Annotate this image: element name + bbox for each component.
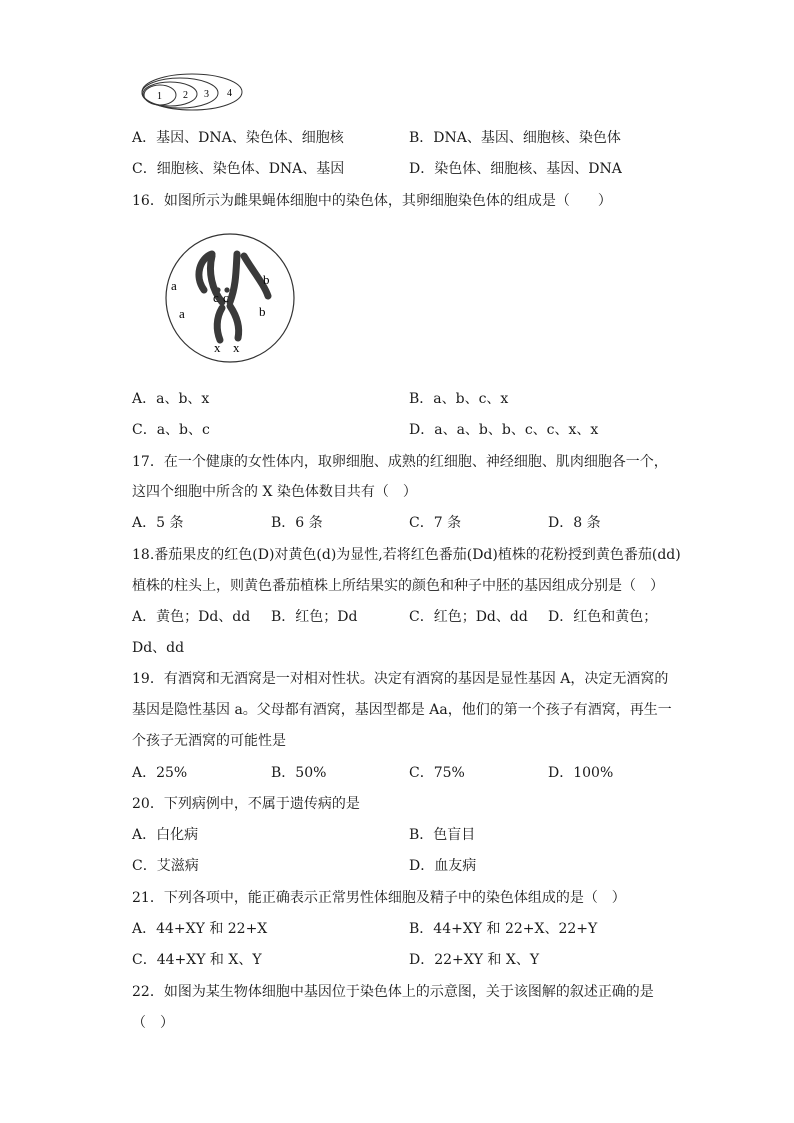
q22-stem-line2: （ ） [132,1015,174,1031]
label-x-left: x [214,340,221,355]
label-b-top: b [263,272,270,287]
q19-stem-line3: 个孩子无酒窝的可能性是 [132,733,286,749]
circle-label-1: 1 [157,91,162,102]
q21-stem: 21．下列各项中，能正确表示正常男性体细胞及精子中的染色体组成的是（ ） [132,890,626,906]
q18-stem-line2: 植株的柱头上，则黄色番茄植株上所结果实的颜色和种子中胚的基因组成分别是（ ） [132,578,664,594]
q19-stem-line2: 基因是隐性基因 a。父母都有酒窝，基因型都是 Aa，他们的第一个孩子有酒窝，再生一 [132,702,672,718]
label-x-right: x [233,340,240,355]
q18-option-b[interactable]: B．红色；Dd [271,609,358,625]
q19-stem-line1: 19．有酒窝和无酒窝是一对相对性状。决定有酒窝的基因是显性基因 A，决定无酒窝的 [132,671,669,687]
q17-stem-line1: 17．在一个健康的女性体内，取卵细胞、成熟的红细胞、神经细胞、肌肉细胞各一个， [132,454,668,470]
q20-option-d[interactable]: D．血友病 [409,858,477,874]
q17-option-a[interactable]: A．5 条 [132,515,184,531]
q18-option-d-continued: Dd、dd [132,640,185,656]
q16-option-b[interactable]: B．a、b、c、x [409,391,509,407]
q22-stem-line1: 22．如图为某生物体细胞中基因位于染色体上的示意图，关于该图解的叙述正确的是 [132,984,654,1000]
q17-option-c[interactable]: C．7 条 [409,515,462,531]
q21-option-d[interactable]: D．22+XY 和 X、Y [409,952,540,968]
q19-option-a[interactable]: A．25% [132,765,188,781]
q21-option-b[interactable]: B．44+XY 和 22+X、22+Y [409,921,598,937]
label-c-right: c [223,290,229,305]
q15-option-a[interactable]: A．基因、DNA、染色体、细胞核 [132,130,344,146]
q19-option-d[interactable]: D．100% [548,765,614,781]
q20-option-a[interactable]: A．白化病 [132,827,199,843]
q17-option-b[interactable]: B．6 条 [271,515,323,531]
q21-option-c[interactable]: C．44+XY 和 X、Y [132,952,262,968]
q18-option-c[interactable]: C．红色；Dd、dd [409,609,528,625]
label-a-bottom: a [179,306,185,321]
q19-option-c[interactable]: C．75% [409,765,465,781]
q17-option-d[interactable]: D．8 条 [548,515,601,531]
q19-option-b[interactable]: B．50% [271,765,327,781]
q15-option-b[interactable]: B．DNA、基因、细胞核、染色体 [409,130,621,146]
label-a-top: a [171,278,177,293]
q16-option-a[interactable]: A．a、b、x [132,391,210,407]
q16-stem: 16．如图所示为雌果蝇体细胞中的染色体，其卵细胞染色体的组成是（ ） [132,193,612,209]
q17-stem-line2: 这四个细胞中所含的 X 染色体数目共有（ ） [132,484,417,500]
q18-option-a[interactable]: A．黄色；Dd、dd [132,609,251,625]
q20-option-c[interactable]: C．艾滋病 [132,858,199,874]
circle-label-4: 4 [227,88,232,99]
chromosome-diagram [160,232,300,368]
q20-option-b[interactable]: B．色盲目 [409,827,476,843]
q15-option-d[interactable]: D．染色体、细胞核、基因、DNA [409,161,622,177]
q15-option-c[interactable]: C．细胞核、染色体、DNA、基因 [132,161,345,177]
q21-option-a[interactable]: A．44+XY 和 22+X [132,921,268,937]
q16-option-c[interactable]: C．a、b、c [132,422,210,438]
nested-circles-diagram [140,72,244,112]
q16-option-d[interactable]: D．a、a、b、b、c、c、x、x [409,422,599,438]
q18-option-d[interactable]: D．红色和黄色； [548,609,658,625]
circle-label-3: 3 [204,89,209,100]
q18-stem-line1: 18.番茄果皮的红色(D)对黄色(d)为显性,若将红色番茄(Dd)植株的花粉授到黄色番茄(dd) [132,547,681,563]
q20-stem: 20．下列病例中，不属于遗传病的是 [132,796,360,812]
circle-label-2: 2 [183,90,188,101]
label-b-bottom: b [259,304,266,319]
label-c-left: c [213,290,219,305]
